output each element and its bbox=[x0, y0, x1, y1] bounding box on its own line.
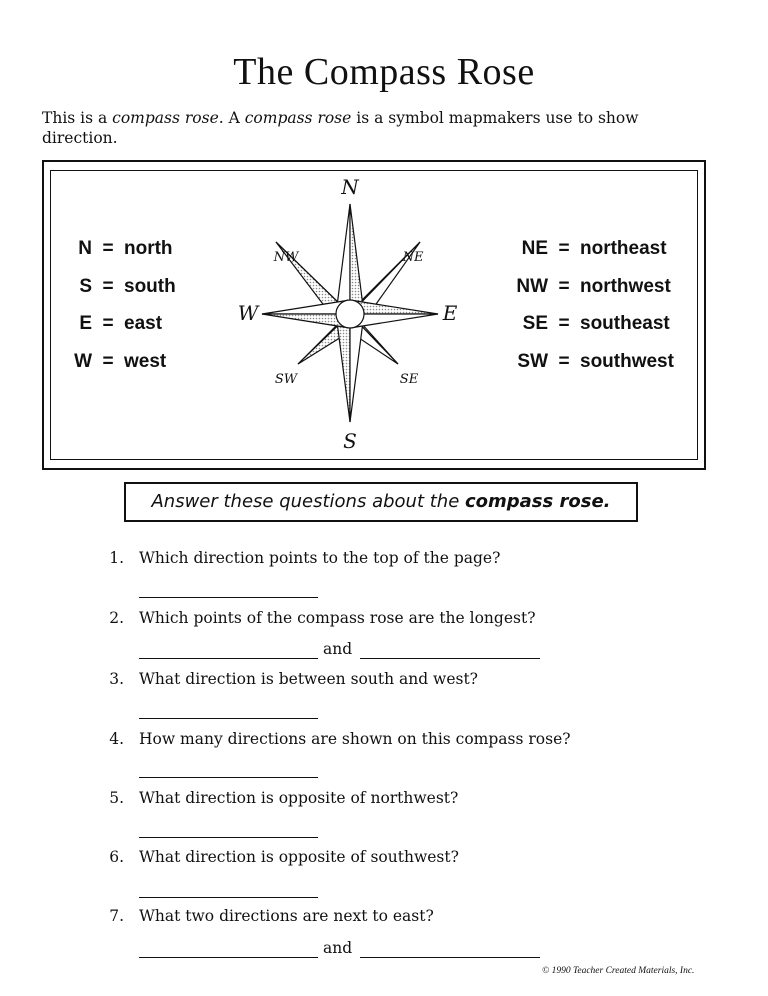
key-equals: = bbox=[102, 313, 114, 334]
key-abbr: N bbox=[78, 238, 92, 259]
question-number: 4. bbox=[109, 730, 124, 748]
and-label: and bbox=[323, 939, 353, 957]
key-abbr: W bbox=[74, 350, 92, 372]
rose-label-e: E bbox=[442, 301, 458, 325]
key-equals: = bbox=[102, 238, 114, 259]
question-number: 1. bbox=[109, 549, 124, 567]
direction-key-right bbox=[500, 230, 674, 380]
key-equals: = bbox=[558, 350, 570, 372]
question-text: Which points of the compass rose are the longest? bbox=[139, 609, 536, 627]
question-number: 2. bbox=[109, 609, 124, 627]
question-number: 7. bbox=[109, 907, 124, 925]
intro-text-3: is a symbol mapmakers use to show direction. bbox=[42, 109, 639, 147]
rose-center bbox=[336, 300, 364, 328]
key-word: northeast bbox=[580, 238, 667, 259]
key-word: southeast bbox=[580, 313, 670, 334]
rose-point-n-side bbox=[350, 204, 364, 314]
rose-label-nw: NW bbox=[273, 250, 299, 265]
rose-point-s-side bbox=[350, 314, 364, 422]
instructions-text: Answer these questions about the bbox=[151, 491, 465, 512]
question-text: What direction is opposite of southwest? bbox=[139, 848, 459, 866]
rose-label-n: N bbox=[341, 175, 359, 199]
answer-blank-5[interactable] bbox=[139, 837, 318, 838]
rose-label-sw: SW bbox=[274, 372, 298, 387]
key-row bbox=[66, 268, 176, 306]
answer-blank-1[interactable] bbox=[139, 597, 318, 598]
key-row bbox=[500, 343, 674, 381]
key-abbr: S bbox=[79, 275, 92, 297]
key-abbr: E bbox=[79, 313, 92, 334]
copyright-notice: © 1990 Teacher Created Materials, Inc. bbox=[542, 966, 695, 976]
key-equals: = bbox=[558, 275, 570, 297]
key-row bbox=[66, 305, 176, 343]
instructions-box bbox=[124, 482, 638, 522]
instructions-bold-text: compass rose. bbox=[464, 491, 611, 512]
key-word: south bbox=[124, 275, 176, 297]
key-equals: = bbox=[102, 350, 114, 372]
question-number: 5. bbox=[109, 789, 124, 807]
answer-blank-7b[interactable] bbox=[360, 957, 540, 958]
answer-blank-7a[interactable] bbox=[139, 957, 318, 958]
rose-label-ne: NE bbox=[402, 250, 424, 265]
and-label: and bbox=[323, 640, 353, 658]
key-word: southwest bbox=[580, 350, 674, 372]
answer-blank-3[interactable] bbox=[139, 718, 318, 719]
question-number: 3. bbox=[109, 670, 124, 688]
question-number: 6. bbox=[109, 848, 124, 866]
key-equals: = bbox=[558, 313, 570, 334]
compass-rose-icon bbox=[228, 170, 472, 456]
key-row bbox=[66, 230, 176, 268]
key-abbr: SE bbox=[522, 313, 548, 334]
question-text: How many directions are shown on this compass rose? bbox=[139, 730, 571, 748]
rose-point-s bbox=[336, 314, 350, 422]
question-text: What direction is opposite of northwest? bbox=[139, 789, 459, 807]
answer-blank-2b[interactable] bbox=[360, 658, 540, 659]
answer-blank-2a[interactable] bbox=[139, 658, 318, 659]
page-title: The Compass Rose bbox=[233, 51, 535, 93]
direction-key-left bbox=[66, 230, 176, 380]
question-text: What two directions are next to east? bbox=[139, 907, 434, 925]
key-row bbox=[500, 268, 674, 306]
answer-blank-4[interactable] bbox=[139, 777, 318, 778]
key-word: east bbox=[124, 313, 163, 334]
key-row bbox=[500, 230, 674, 268]
rose-point-n bbox=[336, 204, 350, 314]
intro-text-1: This is a bbox=[42, 109, 113, 127]
key-word: north bbox=[124, 238, 173, 259]
intro-term-2: compass rose bbox=[244, 109, 352, 127]
intro-text bbox=[42, 108, 702, 148]
rose-label-s: S bbox=[343, 429, 357, 453]
answer-blank-6[interactable] bbox=[139, 897, 318, 898]
key-equals: = bbox=[558, 238, 570, 259]
key-abbr: SW bbox=[517, 350, 548, 372]
key-word: west bbox=[124, 350, 167, 372]
question-text: What direction is between south and west? bbox=[139, 670, 478, 688]
key-row bbox=[500, 305, 674, 343]
key-equals: = bbox=[102, 275, 114, 297]
rose-label-se: SE bbox=[399, 372, 419, 387]
key-abbr: NW bbox=[516, 275, 548, 297]
key-abbr: NE bbox=[521, 238, 548, 259]
key-row bbox=[66, 343, 176, 381]
key-word: northwest bbox=[580, 275, 671, 297]
intro-term-1: compass rose bbox=[112, 109, 219, 127]
intro-text-2: . A bbox=[218, 109, 245, 127]
rose-label-w: W bbox=[237, 301, 259, 325]
question-text: Which direction points to the top of the page? bbox=[139, 549, 501, 567]
